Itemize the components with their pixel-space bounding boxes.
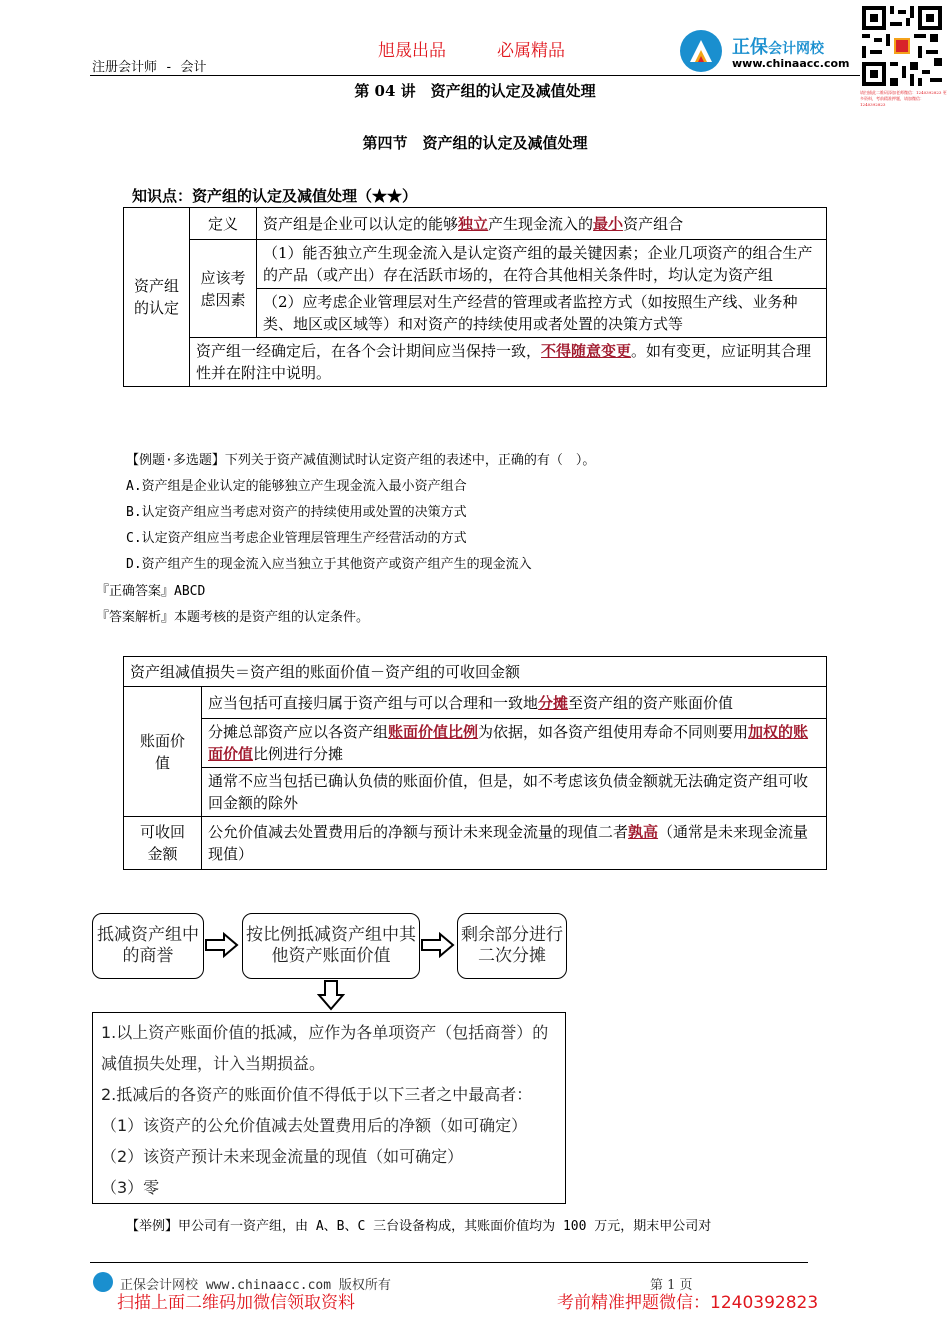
header-slogan-1: 旭晟出品 <box>378 41 446 61</box>
factor-1: （1）能否独立产生现金流入是认定资产组的最关键因素；企业几项资产的组合生产的产品（或产出）存在活跃市场的，在符合其他相关条件时，均认定为资产组 <box>257 240 827 289</box>
footer-logo-icon <box>93 1272 113 1292</box>
note-line-2: 2.抵减后的各资产的账面价值不得低于以下三者之中最高者： <box>101 1085 533 1104</box>
recoverable-text: 公允价值减去处置费用后的净额与预计未来现金流量的现值二者孰高（通常是未来现金流量现值） <box>202 817 827 870</box>
footer-divider <box>90 1262 808 1263</box>
note-line-5: （3）零 <box>101 1178 160 1197</box>
book-value-item-2: 分摊总部资产应以各资产组账面价值比例为依据，如各资产组使用寿命不同则要用加权的账面价值比例进行分摊 <box>202 719 827 768</box>
course-name: 注册会计师 - 会计 <box>92 60 207 75</box>
page-number: 第 1 页 <box>650 1278 693 1293</box>
section-title: 第四节 资产组的认定及减值处理 <box>362 134 588 152</box>
example-explanation: 『答案解析』本题考核的是资产组的认定条件。 <box>96 610 370 625</box>
book-value-item-1: 应当包括可直接归属于资产组与可以合理和一致地分摊至资产组的资产账面价值 <box>202 687 827 719</box>
example-option-b: B.认定资产组应当考虑对资产的持续使用或处置的决策方式 <box>126 505 467 520</box>
example-option-d: D.资产组产生的现金流入应当独立于其他资产或资产组产生的现金流入 <box>126 557 532 572</box>
header-divider <box>90 75 860 76</box>
note-line-3: （1）该资产的公允价值减去处置费用后的净额（如可确定） <box>101 1116 528 1135</box>
lecture-title: 第 04 讲 资产组的认定及减值处理 <box>354 82 596 100</box>
arrow-right-icon <box>420 932 456 958</box>
recoverable-label: 可收回金额 <box>124 817 202 870</box>
group-label: 资产组的认定 <box>124 208 190 387</box>
definition-label: 定义 <box>190 208 257 240</box>
allocation-notes <box>92 1012 566 1204</box>
book-value-label: 账面价值 <box>124 687 202 817</box>
example-question: 【例题·多选题】下列关于资产减值测试时认定资产组的表述中，正确的有（ ）。 <box>126 453 596 468</box>
footer-copyright: 正保会计网校 www.chinaacc.com 版权所有 <box>120 1278 391 1293</box>
definition-text: 资产组是企业可以认定的能够独立产生现金流入的最小资产组合 <box>257 208 827 240</box>
flow-step-goodwill: 抵减资产组中的商誉 <box>92 913 204 979</box>
footer-promo-scan: 扫描上面二维码加微信领取资料 <box>117 1293 355 1313</box>
example-line: 【举例】甲公司有一资产组，由 A、B、C 三台设备构成，其账面价值均为 100 万元，期末甲公司对 <box>126 1219 712 1234</box>
logo-book-icon <box>687 36 715 66</box>
impairment-formula: 资产组减值损失＝资产组的账面价值－资产组的可收回金额 <box>124 657 827 687</box>
consistency-text: 资产组一经确定后，在各个会计期间应当保持一致，不得随意变更。如有变更，应证明其合理性并在附注中说明。 <box>190 338 827 387</box>
logo-circle-icon <box>680 30 722 72</box>
qr-caption: 请扫描此二维码添加老师微信：1240392823 更多资料，考前精准押题，请加微信：1240392823 <box>860 90 947 107</box>
qr-code-icon[interactable] <box>862 6 942 86</box>
brand-name: 正保 <box>732 37 768 58</box>
footer-promo-wechat: 考前精准押题微信：1240392823 <box>557 1293 819 1313</box>
example-option-a: A.资产组是企业认定的能够独立产生现金流入最小资产组合 <box>126 479 467 494</box>
asset-group-identification-table <box>123 207 827 387</box>
factor-2: （2）应考虑企业管理层对生产经营的管理或者监控方式（如按照生产线、业务种类、地区或区域等）和对资产的持续使用或者处置的决策方式等 <box>257 289 827 338</box>
example-option-c: C.认定资产组应当考虑企业管理层管理生产经营活动的方式 <box>126 531 467 546</box>
brand-url: www.chinaacc.com <box>732 57 850 70</box>
note-line-4: （2）该资产预计未来现金流量的现值（如可确定） <box>101 1147 464 1166</box>
arrow-right-icon <box>204 932 240 958</box>
knowledge-point-title: 知识点：资产组的认定及减值处理（★★） <box>132 187 418 205</box>
flow-step-proportional: 按比例抵减资产组中其他资产账面价值 <box>242 913 420 979</box>
note-line-1: 1.以上资产账面价值的抵减，应作为各单项资产（包括商誉）的减值损失处理，计入当期损益。 <box>101 1023 549 1073</box>
impairment-loss-table <box>123 656 827 870</box>
header-slogan-2: 必属精品 <box>497 41 565 61</box>
factors-label: 应该考虑因素 <box>190 240 257 338</box>
brand-logo <box>680 30 860 74</box>
brand-sub: 会计网校 <box>768 41 824 57</box>
example-answer: 『正确答案』ABCD <box>96 584 206 599</box>
arrow-down-icon <box>317 979 345 1011</box>
flow-step-second-allocation: 剩余部分进行二次分摊 <box>457 913 567 979</box>
book-value-item-3: 通常不应当包括已确认负债的账面价值，但是，如不考虑该负债金额就无法确定资产组可收回金额的除外 <box>202 768 827 817</box>
